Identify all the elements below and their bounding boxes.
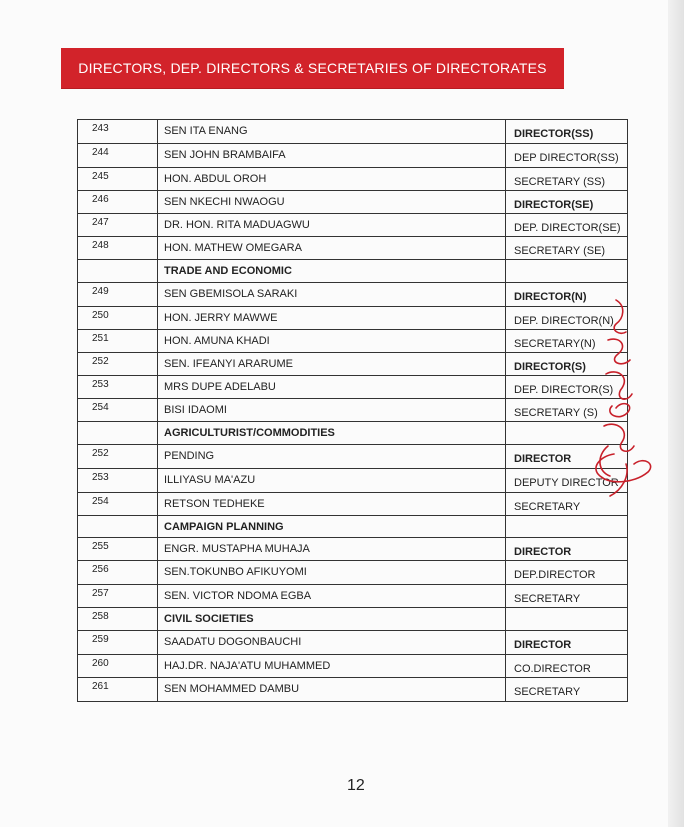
person-name: HAJ.DR. NAJA'ATU MUHAMMED	[164, 660, 331, 672]
serial-number-cell	[78, 399, 158, 421]
name-cell	[158, 608, 506, 630]
name-cell	[158, 678, 506, 701]
position-cell	[506, 585, 627, 607]
table-row	[78, 214, 627, 237]
table-row	[78, 307, 627, 330]
page-number: 12	[347, 777, 365, 794]
position-title: DEP.DIRECTOR	[514, 569, 596, 581]
name-cell	[158, 330, 506, 352]
person-name: HON. JERRY MAWWE	[164, 312, 278, 324]
serial-number-cell	[78, 168, 158, 190]
serial-number-cell	[78, 260, 158, 282]
name-cell	[158, 353, 506, 375]
position-title: DIRECTOR	[514, 453, 572, 465]
person-name: BISI IDAOMI	[164, 404, 227, 416]
person-name: ILLIYASU MA'AZU	[164, 474, 256, 486]
name-cell	[158, 493, 506, 515]
position-cell	[506, 561, 627, 584]
serial-number: 259	[92, 634, 109, 645]
person-name: SEN NKECHI NWAOGU	[164, 196, 285, 208]
serial-number-cell	[78, 422, 158, 444]
directors-table	[77, 119, 628, 702]
name-cell	[158, 585, 506, 607]
position-cell	[506, 144, 627, 167]
section-heading-row	[78, 608, 627, 631]
serial-number-cell	[78, 445, 158, 468]
name-cell	[158, 191, 506, 213]
position-title: SECRETARY	[514, 593, 581, 605]
position-title: DIRECTOR(S)	[514, 361, 586, 373]
section-heading-row	[78, 516, 627, 538]
table-row	[78, 191, 627, 214]
serial-number: 254	[92, 402, 109, 413]
position-cell	[506, 516, 627, 537]
name-cell	[158, 399, 506, 421]
serial-number-cell	[78, 538, 158, 560]
name-cell	[158, 538, 506, 560]
serial-number: 254	[92, 496, 109, 507]
table-row	[78, 237, 627, 260]
position-title: DEPUTY DIRECTOR	[514, 477, 619, 489]
name-cell	[158, 376, 506, 398]
serial-number-cell	[78, 214, 158, 236]
position-title: DEP DIRECTOR(SS)	[514, 152, 619, 164]
person-name: MRS DUPE ADELABU	[164, 381, 276, 393]
position-title: SECRETARY	[514, 501, 581, 513]
serial-number: 260	[92, 658, 109, 669]
serial-number: 251	[92, 333, 109, 344]
section-heading: AGRICULTURIST/COMMODITIES	[164, 427, 335, 439]
serial-number-cell	[78, 307, 158, 329]
directorates-banner	[61, 48, 564, 88]
position-cell	[506, 631, 627, 654]
position-cell	[506, 678, 627, 701]
name-cell	[158, 120, 506, 143]
page-edge-shadow	[668, 0, 684, 827]
position-cell	[506, 214, 627, 236]
position-cell	[506, 191, 627, 213]
table-row	[78, 144, 627, 168]
table-row	[78, 120, 627, 144]
position-title: DIRECTOR(SS)	[514, 128, 594, 140]
position-title: SECRETARY (SE)	[514, 245, 606, 257]
serial-number: 256	[92, 564, 109, 575]
name-cell	[158, 144, 506, 167]
serial-number-cell	[78, 678, 158, 701]
serial-number-cell	[78, 493, 158, 515]
handwritten-signature-icon	[586, 296, 660, 508]
position-cell	[506, 237, 627, 259]
serial-number-cell	[78, 561, 158, 584]
serial-number: 252	[92, 448, 109, 459]
person-name: SEN.TOKUNBO AFIKUYOMI	[164, 566, 307, 578]
person-name: PENDING	[164, 450, 215, 462]
position-cell	[506, 260, 627, 282]
section-heading: CIVIL SOCIETIES	[164, 613, 254, 625]
serial-number: 243	[92, 123, 109, 134]
serial-number-cell	[78, 283, 158, 306]
table-row	[78, 445, 627, 469]
person-name: HON. AMUNA KHADI	[164, 335, 270, 347]
name-cell	[158, 237, 506, 259]
table-row	[78, 376, 627, 399]
serial-number-cell	[78, 144, 158, 167]
person-name: RETSON TEDHEKE	[164, 498, 265, 510]
position-title: SECRETARY (S)	[514, 407, 598, 419]
serial-number: 247	[92, 217, 109, 228]
position-cell	[506, 538, 627, 560]
table-row	[78, 330, 627, 353]
section-heading-row	[78, 260, 627, 283]
position-cell	[506, 120, 627, 143]
serial-number: 258	[92, 611, 109, 622]
table-row	[78, 493, 627, 516]
position-title: DEP. DIRECTOR(N)	[514, 315, 614, 327]
serial-number-cell	[78, 353, 158, 375]
name-cell	[158, 561, 506, 584]
position-title: DIRECTOR(N)	[514, 291, 587, 303]
table-row	[78, 283, 627, 307]
serial-number: 255	[92, 541, 109, 552]
table-row	[78, 168, 627, 191]
name-cell	[158, 307, 506, 329]
name-cell	[158, 445, 506, 468]
position-cell	[506, 655, 627, 677]
serial-number-cell	[78, 608, 158, 630]
name-cell	[158, 214, 506, 236]
table-row	[78, 561, 627, 585]
person-name: SEN. IFEANYI ARARUME	[164, 358, 293, 370]
name-cell	[158, 168, 506, 190]
section-heading: CAMPAIGN PLANNING	[164, 521, 284, 533]
section-heading-row	[78, 422, 627, 445]
person-name: SEN JOHN BRAMBAIFA	[164, 149, 286, 161]
position-title: DEP. DIRECTOR(S)	[514, 384, 614, 396]
person-name: SEN ITA ENANG	[164, 125, 248, 137]
serial-number: 250	[92, 310, 109, 321]
section-heading: TRADE AND ECONOMIC	[164, 265, 292, 277]
table-row	[78, 585, 627, 608]
position-title: CO.DIRECTOR	[514, 663, 591, 675]
serial-number-cell	[78, 631, 158, 654]
name-cell	[158, 655, 506, 677]
serial-number: 261	[92, 681, 109, 692]
name-cell	[158, 283, 506, 306]
person-name: HON. MATHEW OMEGARA	[164, 242, 302, 254]
serial-number: 252	[92, 356, 109, 367]
serial-number-cell	[78, 376, 158, 398]
position-cell	[506, 168, 627, 190]
serial-number: 249	[92, 286, 109, 297]
table-row	[78, 353, 627, 376]
table-row	[78, 399, 627, 422]
serial-number: 246	[92, 194, 109, 205]
serial-number-cell	[78, 120, 158, 143]
banner-title: DIRECTORS, DEP. DIRECTORS & SECRETARIES OF DIRECTORATES	[78, 60, 547, 76]
position-title: DIRECTOR	[514, 639, 572, 651]
serial-number-cell	[78, 469, 158, 492]
position-title: DIRECTOR	[514, 546, 572, 558]
person-name: DR. HON. RITA MADUAGWU	[164, 219, 310, 231]
serial-number: 244	[92, 147, 109, 158]
position-title: SECRETARY	[514, 686, 581, 698]
name-cell	[158, 260, 506, 282]
person-name: HON. ABDUL OROH	[164, 173, 267, 185]
serial-number: 253	[92, 379, 109, 390]
serial-number-cell	[78, 655, 158, 677]
serial-number: 245	[92, 171, 109, 182]
position-title: DEP. DIRECTOR(SE)	[514, 222, 621, 234]
name-cell	[158, 631, 506, 654]
serial-number-cell	[78, 330, 158, 352]
serial-number-cell	[78, 237, 158, 259]
position-title: SECRETARY (SS)	[514, 176, 606, 188]
serial-number-cell	[78, 191, 158, 213]
table-row	[78, 678, 627, 701]
serial-number: 253	[92, 472, 109, 483]
position-cell	[506, 608, 627, 630]
person-name: SAADATU DOGONBAUCHI	[164, 636, 302, 648]
table-row	[78, 631, 627, 655]
name-cell	[158, 422, 506, 444]
serial-number: 257	[92, 588, 109, 599]
serial-number: 248	[92, 240, 109, 251]
serial-number-cell	[78, 585, 158, 607]
position-title: DIRECTOR(SE)	[514, 199, 594, 211]
person-name: SEN GBEMISOLA SARAKI	[164, 288, 298, 300]
table-row	[78, 655, 627, 678]
table-row	[78, 538, 627, 561]
position-title: SECRETARY(N)	[514, 338, 596, 350]
person-name: SEN MOHAMMED DAMBU	[164, 683, 300, 695]
name-cell	[158, 516, 506, 537]
name-cell	[158, 469, 506, 492]
person-name: ENGR. MUSTAPHA MUHAJA	[164, 543, 310, 555]
person-name: SEN. VICTOR NDOMA EGBA	[164, 590, 312, 602]
table-row	[78, 469, 627, 493]
serial-number-cell	[78, 516, 158, 537]
